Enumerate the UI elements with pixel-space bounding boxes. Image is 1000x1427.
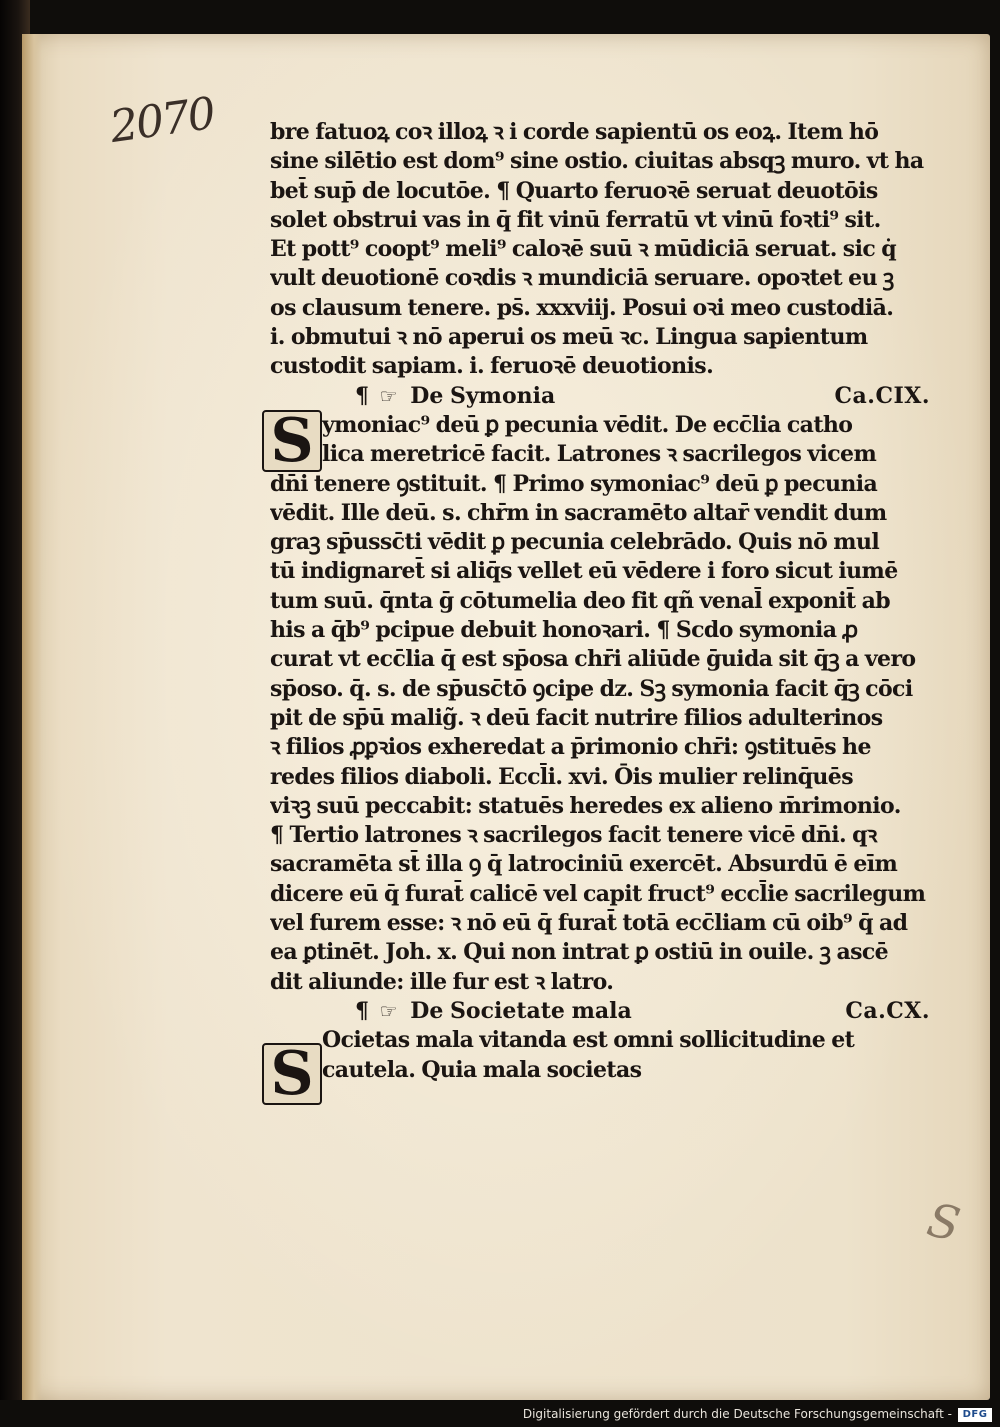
chapter-number: Ca.CX.: [845, 997, 930, 1024]
text-line: dit aliunde: ille fur est ꝛ latro.: [270, 968, 614, 995]
text-line: his a q̄b⁹ pcipue debuit honoꝛari. ¶ Scdo symonia ꝓ: [270, 617, 858, 644]
text-line: Et pott⁹ coopt⁹ meli⁹ caloꝛē suū ꝛ mūdiciā seruat. sic q̇: [270, 236, 896, 263]
paragraph-symonia: [270, 411, 930, 997]
chapter-heading-symonia: [270, 382, 930, 411]
text-line: sp̄oso. q̄. s. de sp̄usc̄tō ꝯcipe dz. Sꝫ symonia facit q̄ꝫ cōci: [270, 675, 913, 702]
drop-cap-symonia: S: [262, 410, 322, 472]
text-line: viꝛꝫ suū peccabit: statuēs heredes ex alieno m̄rimonio.: [270, 792, 901, 819]
chapter-title: De Symonia: [410, 382, 556, 409]
funding-credit: Digitalisierung gefördert durch die Deutsche Forschungsgemeinschaft -: [522, 1407, 952, 1421]
dfg-logo: DFG: [958, 1408, 992, 1422]
text-line: solet obstrui vas in q̄ fit vinū ferratū vt vinū foꝛti⁹ sit.: [270, 206, 881, 233]
pointing-hand-icon: ☞: [379, 998, 398, 1023]
text-line: ea ꝑtinēt. Joh. x. Qui non intrat ꝑ ostiū in ouile. ꝫ ascē: [270, 939, 889, 966]
chapter-title: De Societate mala: [410, 997, 632, 1024]
text-line: curat vt ecc̄lia q̄ est sp̄osa chr̄i aliūde ḡuida sit q̄ꝫ a vero: [270, 646, 916, 673]
text-line: ¶ Tertio latrones ꝛ sacrilegos facit tenere vicē dn̄i. qꝛ: [270, 822, 877, 849]
text-line: dicere eū q̄ furat̄ calicē vel capit fruct⁹ eccl̄ie sacrilegum: [270, 880, 926, 907]
text-line: tū indignaret̄ si aliq̄s vellet eū vēdere i foro sicut iumē: [270, 558, 898, 585]
chapter-heading-societate: [270, 997, 930, 1026]
text-line: graꝫ sp̄ussc̄ti vēdit ꝑ pecunia celebrādo. Quis nō mul: [270, 529, 880, 556]
text-line: Ocietas mala vitanda est omni sollicitudine et: [322, 1027, 855, 1054]
text-line: ꝛ filios ꝓꝑꝛios exheredat a p̄rimonio chr̄i: ꝯstituēs he: [270, 734, 871, 761]
chapter-number: Ca.CIX.: [834, 382, 930, 409]
text-line: bet̄ sup̄ de locutōe. ¶ Quarto feruoꝛē seruat deuotōis: [270, 177, 878, 204]
page-gutter-shadow: [22, 34, 42, 1400]
text-line: sine silētio est dom⁹ sine ostio. ciuitas absqꝫ muro. vt ha: [270, 148, 924, 175]
text-line: bre fatuoꝝ coꝛ illoꝝ ꝛ i corde sapientū os eoꝝ. Item hō: [270, 119, 879, 145]
text-line: lica meretricē facit. Latrones ꝛ sacrilegos vicem: [322, 441, 877, 468]
text-line: pit de sp̄ū malig̃. ꝛ deū facit nutrire filios adulterinos: [270, 704, 883, 731]
text-column: [270, 118, 930, 1085]
pilcrow-icon: ¶: [355, 382, 369, 409]
marginal-note: S: [922, 1192, 965, 1252]
text-line: vult deuotionē coꝛdis ꝛ mundiciā seruare. opoꝛtet eu ꝫ: [270, 265, 894, 292]
folio-note: 2070: [106, 88, 218, 153]
text-line: i. obmutui ꝛ nō aperui os meū ꝛc. Lingua sapientum: [270, 324, 868, 351]
text-line: redes filios diaboli. Eccl̄i. xvi. Ōis mulier relinq̄uēs: [270, 763, 853, 790]
text-line: vēdit. Ille deū. s. chr̄m in sacramēto altar̄ vendit dum: [270, 499, 887, 526]
text-line: vel furem esse: ꝛ nō eū q̄ furat̄ totā ecc̄liam cū oib⁹ q̄ ad: [270, 910, 908, 937]
text-line: cautela. Quia mala societas: [322, 1056, 642, 1083]
text-line: os clausum tenere. ps̄. xxxviij. Posui oꝛi meo custodiā.: [270, 294, 894, 321]
pilcrow-icon: ¶: [355, 997, 369, 1024]
text-line: dn̄i tenere ꝯstituit. ¶ Primo symoniac⁹ deū ꝑ pecunia: [270, 470, 878, 497]
paragraph-before: [270, 118, 930, 382]
text-line: tum suū. q̄nta ḡ cōtumelia deo fit qñ venal̄ exponit̄ ab: [270, 587, 891, 614]
footer-bar: [0, 1400, 1000, 1427]
drop-cap-societate: S: [262, 1043, 322, 1105]
paragraph-societate: [270, 1026, 930, 1085]
text-line: ymoniac⁹ deū ꝑ pecunia vēdit. De ecc̄lia catho: [322, 411, 853, 438]
text-line: sacramēta st̄ illa ꝯ q̄ latrociniū exercēt. Absurdū ē eīm: [270, 851, 898, 878]
pointing-hand-icon: ☞: [379, 383, 398, 408]
text-line: custodit sapiam. i. feruoꝛē deuotionis.: [270, 353, 714, 380]
